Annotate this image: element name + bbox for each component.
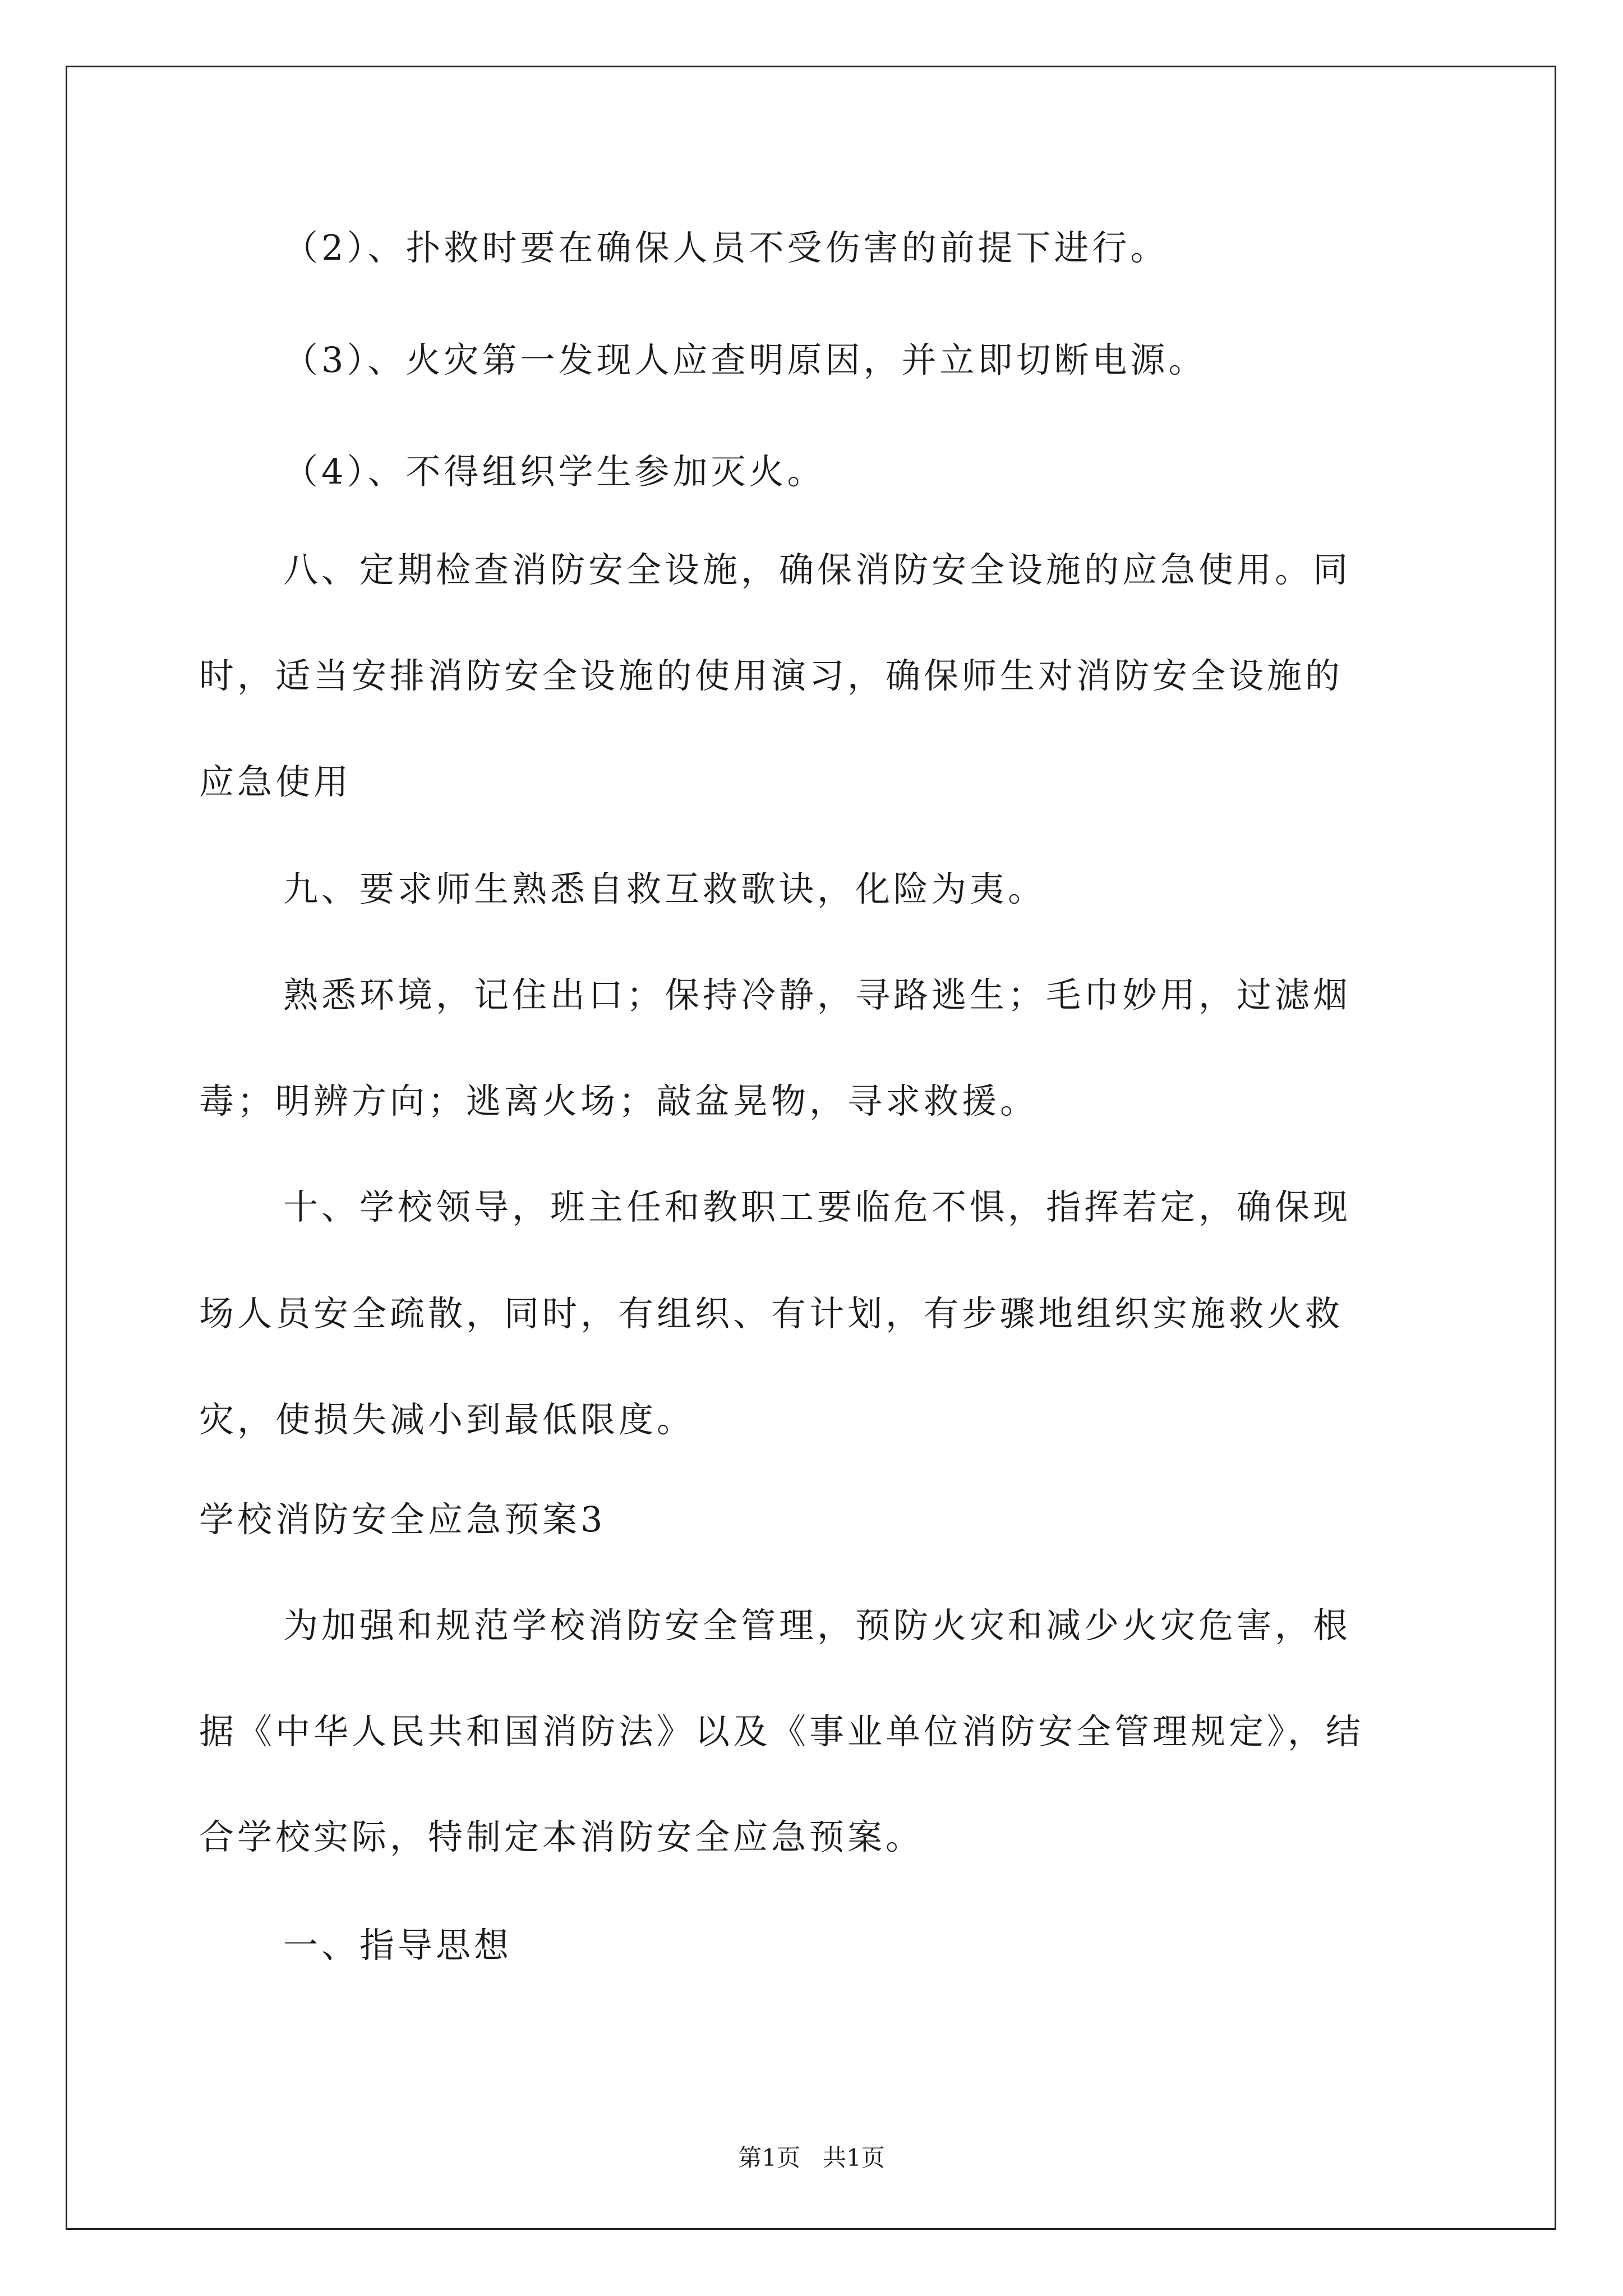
page-footer: 第1页 共1页 xyxy=(738,2144,885,2171)
paragraph-10-line-2: 场人员安全疏散，同时，有组织、有计划，有步骤地组织实施救火救 xyxy=(199,1293,1344,1334)
paragraph-8-line-1: 八、定期检查消防安全设施，确保消防安全设施的应急使用。同 xyxy=(283,549,1352,590)
paragraph-8-line-2: 时，适当安排消防安全设施的使用演习，确保师生对消防安全设施的 xyxy=(199,655,1344,696)
section-title: 学校消防安全应急预案3 xyxy=(199,1499,606,1540)
paragraph-8-line-3: 应急使用 xyxy=(199,761,352,802)
intro-line-2: 据《中华人民共和国消防法》以及《事业单位消防安全管理规定》，结 xyxy=(199,1711,1364,1752)
list-item-3: （3）、火灾第一发现人应查明原因，并立即切断电源。 xyxy=(283,339,1207,380)
page-border xyxy=(66,66,1556,2230)
mnemonic-line-1: 熟悉环境，记住出口；保持冷静，寻路逃生；毛巾妙用，过滤烟 xyxy=(283,974,1352,1015)
heading-guiding-ideology: 一、指导思想 xyxy=(283,1925,513,1966)
paragraph-10-line-3: 灾，使损失减小到最低限度。 xyxy=(199,1399,695,1440)
paragraph-10-line-1: 十、学校领导，班主任和教职工要临危不惧，指挥若定，确保现 xyxy=(283,1186,1352,1227)
paragraph-9: 九、要求师生熟悉自救互救歌诀，化险为夷。 xyxy=(283,868,1046,909)
list-item-2: （2）、扑救时要在确保人员不受伤害的前提下进行。 xyxy=(283,227,1169,268)
intro-line-1: 为加强和规范学校消防安全管理，预防火灾和减少火灾危害，根 xyxy=(283,1605,1352,1646)
list-item-4: （4）、不得组织学生参加灭火。 xyxy=(283,451,826,492)
intro-line-3: 合学校实际，特制定本消防安全应急预案。 xyxy=(199,1816,924,1857)
mnemonic-line-2: 毒；明辨方向；逃离火场；敲盆晃物，寻求救援。 xyxy=(199,1080,1039,1121)
